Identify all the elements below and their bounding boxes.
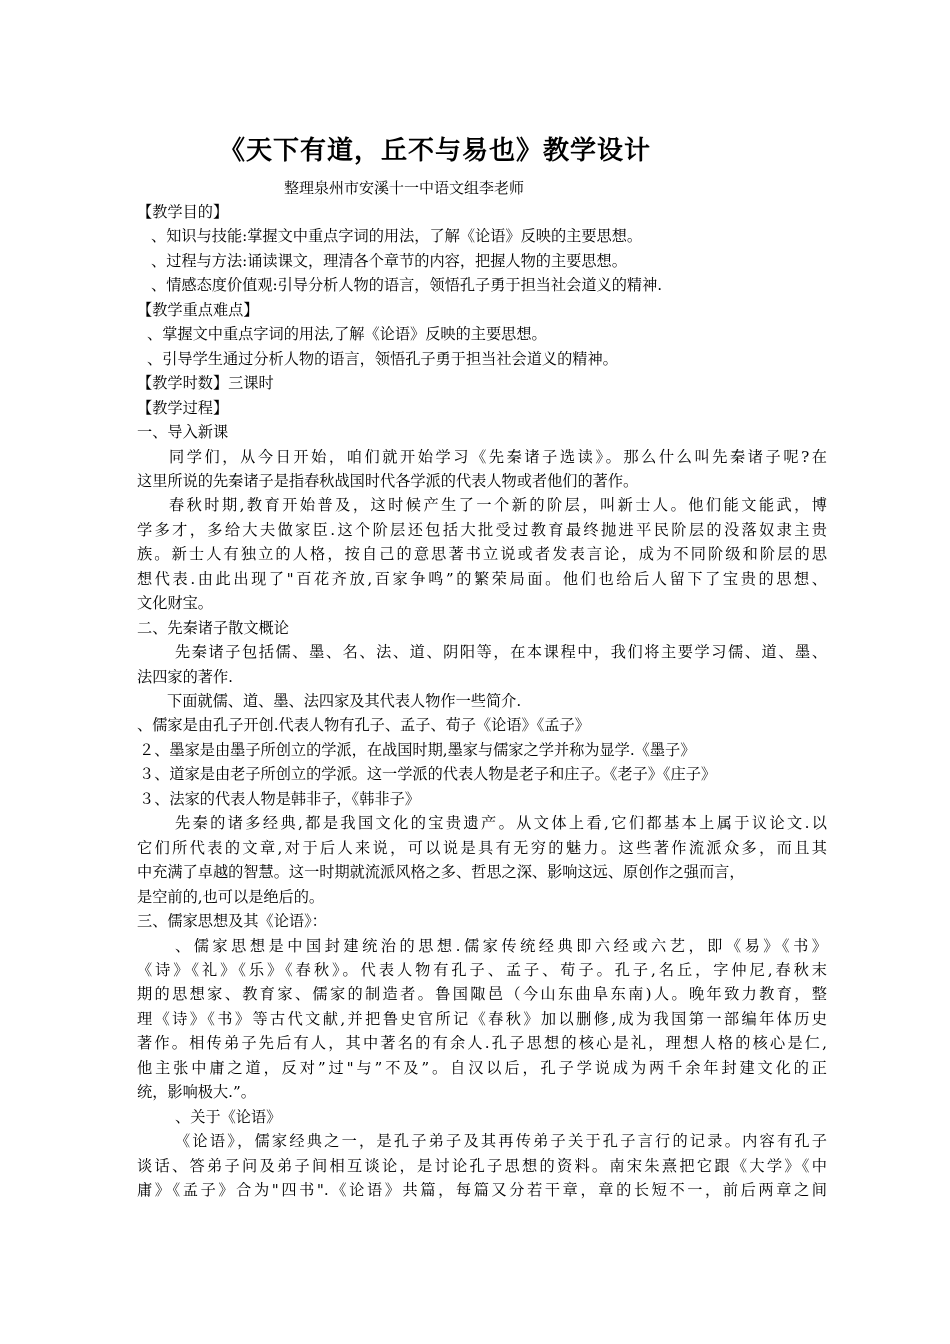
document-title: 《天下有道，丘不与易也》教学设计: [218, 136, 651, 166]
text-line: ２、墨家是由墨子所创立的学派，在战国时期,墨家与儒家之学并称为显学.《墨子》: [139, 740, 696, 759]
text-line: 法四家的著作.: [137, 667, 233, 686]
text-line: 中充满了卓越的智慧。这一时期就流派风格之多、哲思之深、影响这远、原创作之强而言，: [137, 863, 745, 882]
text-line: 这里所说的先秦诸子是指春秋战国时代各学派的代表人物或者他们的著作。: [137, 471, 639, 490]
text-line: 二、先秦诸子散文概论: [137, 618, 289, 637]
text-line: 、引导学生通过分析人物的语言，领悟孔子勇于担当社会道义的精神。: [147, 349, 618, 368]
text-line: 《论语》，儒家经典之一，是孔子弟子及其再传弟子关于孔子言行的记录。内容有孔子: [175, 1132, 827, 1151]
text-line: 他主张中庸之道，反对”过"与”不及”。自汉以后，孔子学说成为两千余年封建文化的正: [137, 1058, 827, 1077]
text-line: 文化财宝。: [137, 594, 213, 613]
text-line: 【教学重点难点】: [137, 300, 259, 319]
text-line: 《诗》《礼》《乐》《春秋》。代表人物有孔子、孟子、荀子。孔子,名丘，字仲尼,春秋末: [137, 960, 827, 979]
text-line: 【教学过程】: [137, 398, 229, 417]
text-line: 族。新士人有独立的人格，按自己的意思著书立说或者发表言论，成为不同阶级和阶层的思: [137, 545, 827, 564]
text-line: 学多才，多给大夫做家臣.这个阶层还包括大批受过教育最终抛进平民阶层的没落奴隶主贵: [137, 520, 827, 539]
text-line: 下面就儒、道、墨、法四家及其代表人物作一些简介.: [167, 692, 522, 710]
text-line: 庸》《孟子》合为"四书".《论语》共篇，每篇又分若干章，章的长短不一，前后两章之间: [137, 1181, 827, 1199]
text-line: 谈话、答弟子问及弟子间相互谈论，是讨论孔子思想的资料。南宋朱熹把它跟《大学》《中: [137, 1156, 827, 1175]
text-line: 【教学目的】: [137, 203, 229, 221]
text-line: 想代表.由此出现了"百花齐放,百家争鸣”的繁荣局面。他们也给后人留下了宝贵的思想、: [137, 569, 827, 588]
text-line: ３、道家是由老子所创立的学派。这一学派的代表人物是老子和庄子。《老子》《庄子》: [139, 765, 717, 784]
text-line: 先秦的诸多经典,都是我国文化的宝贵遗产。从文体上看,它们都基本上属于议论文.以: [175, 814, 827, 833]
text-line: 理《诗》《书》等古代文献,并把鲁史官所记《春秋》加以删修,成为我国第一部编年体历史: [137, 1009, 827, 1028]
text-line: 春秋时期,教育开始普及，这时候产生了一个新的阶层，叫新士人。他们能文能武，博: [169, 496, 827, 515]
text-line: 、掌握文中重点字词的用法,了解《论语》反映的主要思想。: [147, 325, 547, 344]
text-line: 先秦诸子包括儒、墨、名、法、道、阴阳等，在本课程中，我们将主要学习儒、道、墨、: [175, 643, 827, 662]
text-line: 一、导入新课: [137, 423, 229, 442]
text-line: 同学们，从今日开始，咱们就开始学习《先秦诸子选读》。那么什么叫先秦诸子呢?在: [169, 447, 827, 466]
text-line: 、关于《论语》: [175, 1107, 282, 1126]
text-line: 期的思想家、教育家、儒家的制造者。鲁国陬邑（今山东曲阜东南)人。晚年致力教育，整: [137, 985, 827, 1004]
text-line: 著作。相传弟子先后有人，其中著名的有余人.孔子思想的核心是礼，理想人格的核心是仁,: [137, 1034, 827, 1053]
text-line: 【教学时数】三课时: [137, 374, 274, 393]
text-line: 它们所代表的文章,对于后人来说，可以说是具有无穷的魅力。这些著作流派众多，而且其: [137, 838, 827, 857]
text-line: 、儒家是由孔子开创.代表人物有孔子、孟子、荀子《论语》《孟子》: [137, 716, 590, 735]
text-line: 、过程与方法:诵读课文，理清各个章节的内容，把握人物的主要思想。: [151, 251, 627, 270]
text-line: 是空前的,也可以是绝后的。: [137, 887, 325, 906]
text-line: 统，影响极大.”。: [137, 1083, 256, 1102]
document-author: 整理泉州市安溪十一中语文组李老师: [284, 179, 525, 197]
text-line: 、儒家思想是中国封建统治的思想.儒家传统经典即六经或六艺，即《易》《书》: [175, 936, 827, 955]
text-line: ３、法家的代表人物是韩非子，《韩非子》: [139, 789, 420, 808]
text-line: 三、儒家思想及其《论语》：: [137, 912, 327, 931]
text-line: 、知识与技能:掌握文中重点字词的用法，了解《论语》反映的主要思想。: [151, 227, 643, 246]
text-line: 、情感态度价值观:引导分析人物的语言，领悟孔子勇于担当社会道义的精神.: [151, 276, 663, 295]
